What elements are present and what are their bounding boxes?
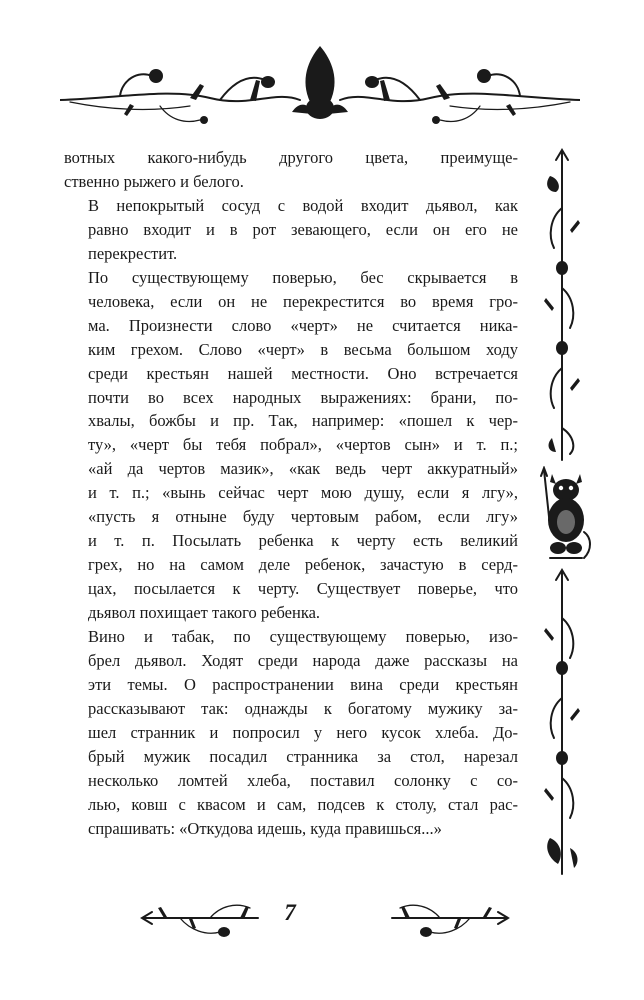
text-line: В непокрытый сосуд с водой входит дьявол, как [88, 195, 518, 215]
paragraph-2 [64, 194, 518, 266]
paragraph-3 [64, 266, 518, 625]
text-line: лью, ковш с квасом и сам, подсев к столу, стал рас- [88, 794, 518, 814]
text-line: ту», «черт бы тебя побрал», «чертов сын» и т. п.; [88, 435, 518, 455]
text-line: ственно рыжего и белого. [64, 171, 244, 191]
text-line: дьявол похищает такого ребенка. [88, 603, 321, 623]
text-line: спрашивать: «Откудова идешь, куда правишься...» [88, 818, 442, 838]
body-text [64, 146, 518, 841]
text-line: и т. п. Посылать ребенка к черту есть великий [88, 531, 518, 551]
footer-arrow-vine-ornament-icon [140, 896, 510, 944]
text-line: эти темы. О распространении вина среди крестьян [88, 674, 518, 694]
text-line: брел дьявол. Ходят среди народа даже рассказы на [88, 651, 518, 671]
page-number: 7 [284, 900, 296, 925]
text-line: вотных какого-нибудь другого цвета, преимуще- [64, 148, 518, 167]
text-line: рассказывают так: однажды к богатому мужику за- [88, 698, 518, 718]
side-thistle-vine-top-icon [540, 148, 584, 463]
text-line: почти во всех народных выражениях: брани, по- [88, 387, 518, 407]
text-line: человека, если он не перекрестится во время гро- [88, 291, 518, 311]
text-line: «пусть я отныне буду чертовым рабом, если лгу» [88, 507, 518, 527]
text-line: равно входит и в рот зевающего, если он его не [88, 219, 518, 239]
text-line: ма. Произнести слово «черт» не считается ника- [88, 315, 518, 335]
text-line: цах, посылается к черту. Существует поверье, что [88, 579, 518, 599]
text-line: Вино и табак, по существующему поверью, изо- [88, 627, 518, 647]
text-line: несколько ломтей хлеба, поставил солонку с со- [88, 770, 518, 790]
paragraph-4 [64, 625, 518, 841]
paragraph-1 [64, 146, 518, 194]
text-line: По существующему поверью, бес скрывается в [88, 267, 518, 287]
text-line: «ай да чертов мазик», «как ведь черт аккуратный» [88, 459, 518, 479]
text-line: ким грехом. Слово «черт» в весьма большом ходу [88, 339, 518, 359]
side-thistle-vine-bottom-icon [540, 568, 584, 878]
text-line: шел странник и попросил у него кусок хлеба. До- [88, 722, 518, 742]
text-line: среди крестьян нашей местности. Оно встречается [88, 363, 518, 383]
text-line: хвалы, божбы и пр. Так, например: «пошел к чер- [88, 411, 518, 431]
text-line: грех, но на самом деле ребенок, зачастую в серд- [88, 555, 518, 575]
text-line: перекрестит. [88, 243, 178, 263]
text-line: брый мужик посадил странника за стол, нарезал [88, 746, 518, 766]
header-thistle-ornament-icon [60, 40, 580, 130]
text-line: и т. п.; «вынь сейчас черт мою душу, если я лгу», [88, 483, 518, 503]
seated-demon-figure-icon [538, 466, 594, 566]
